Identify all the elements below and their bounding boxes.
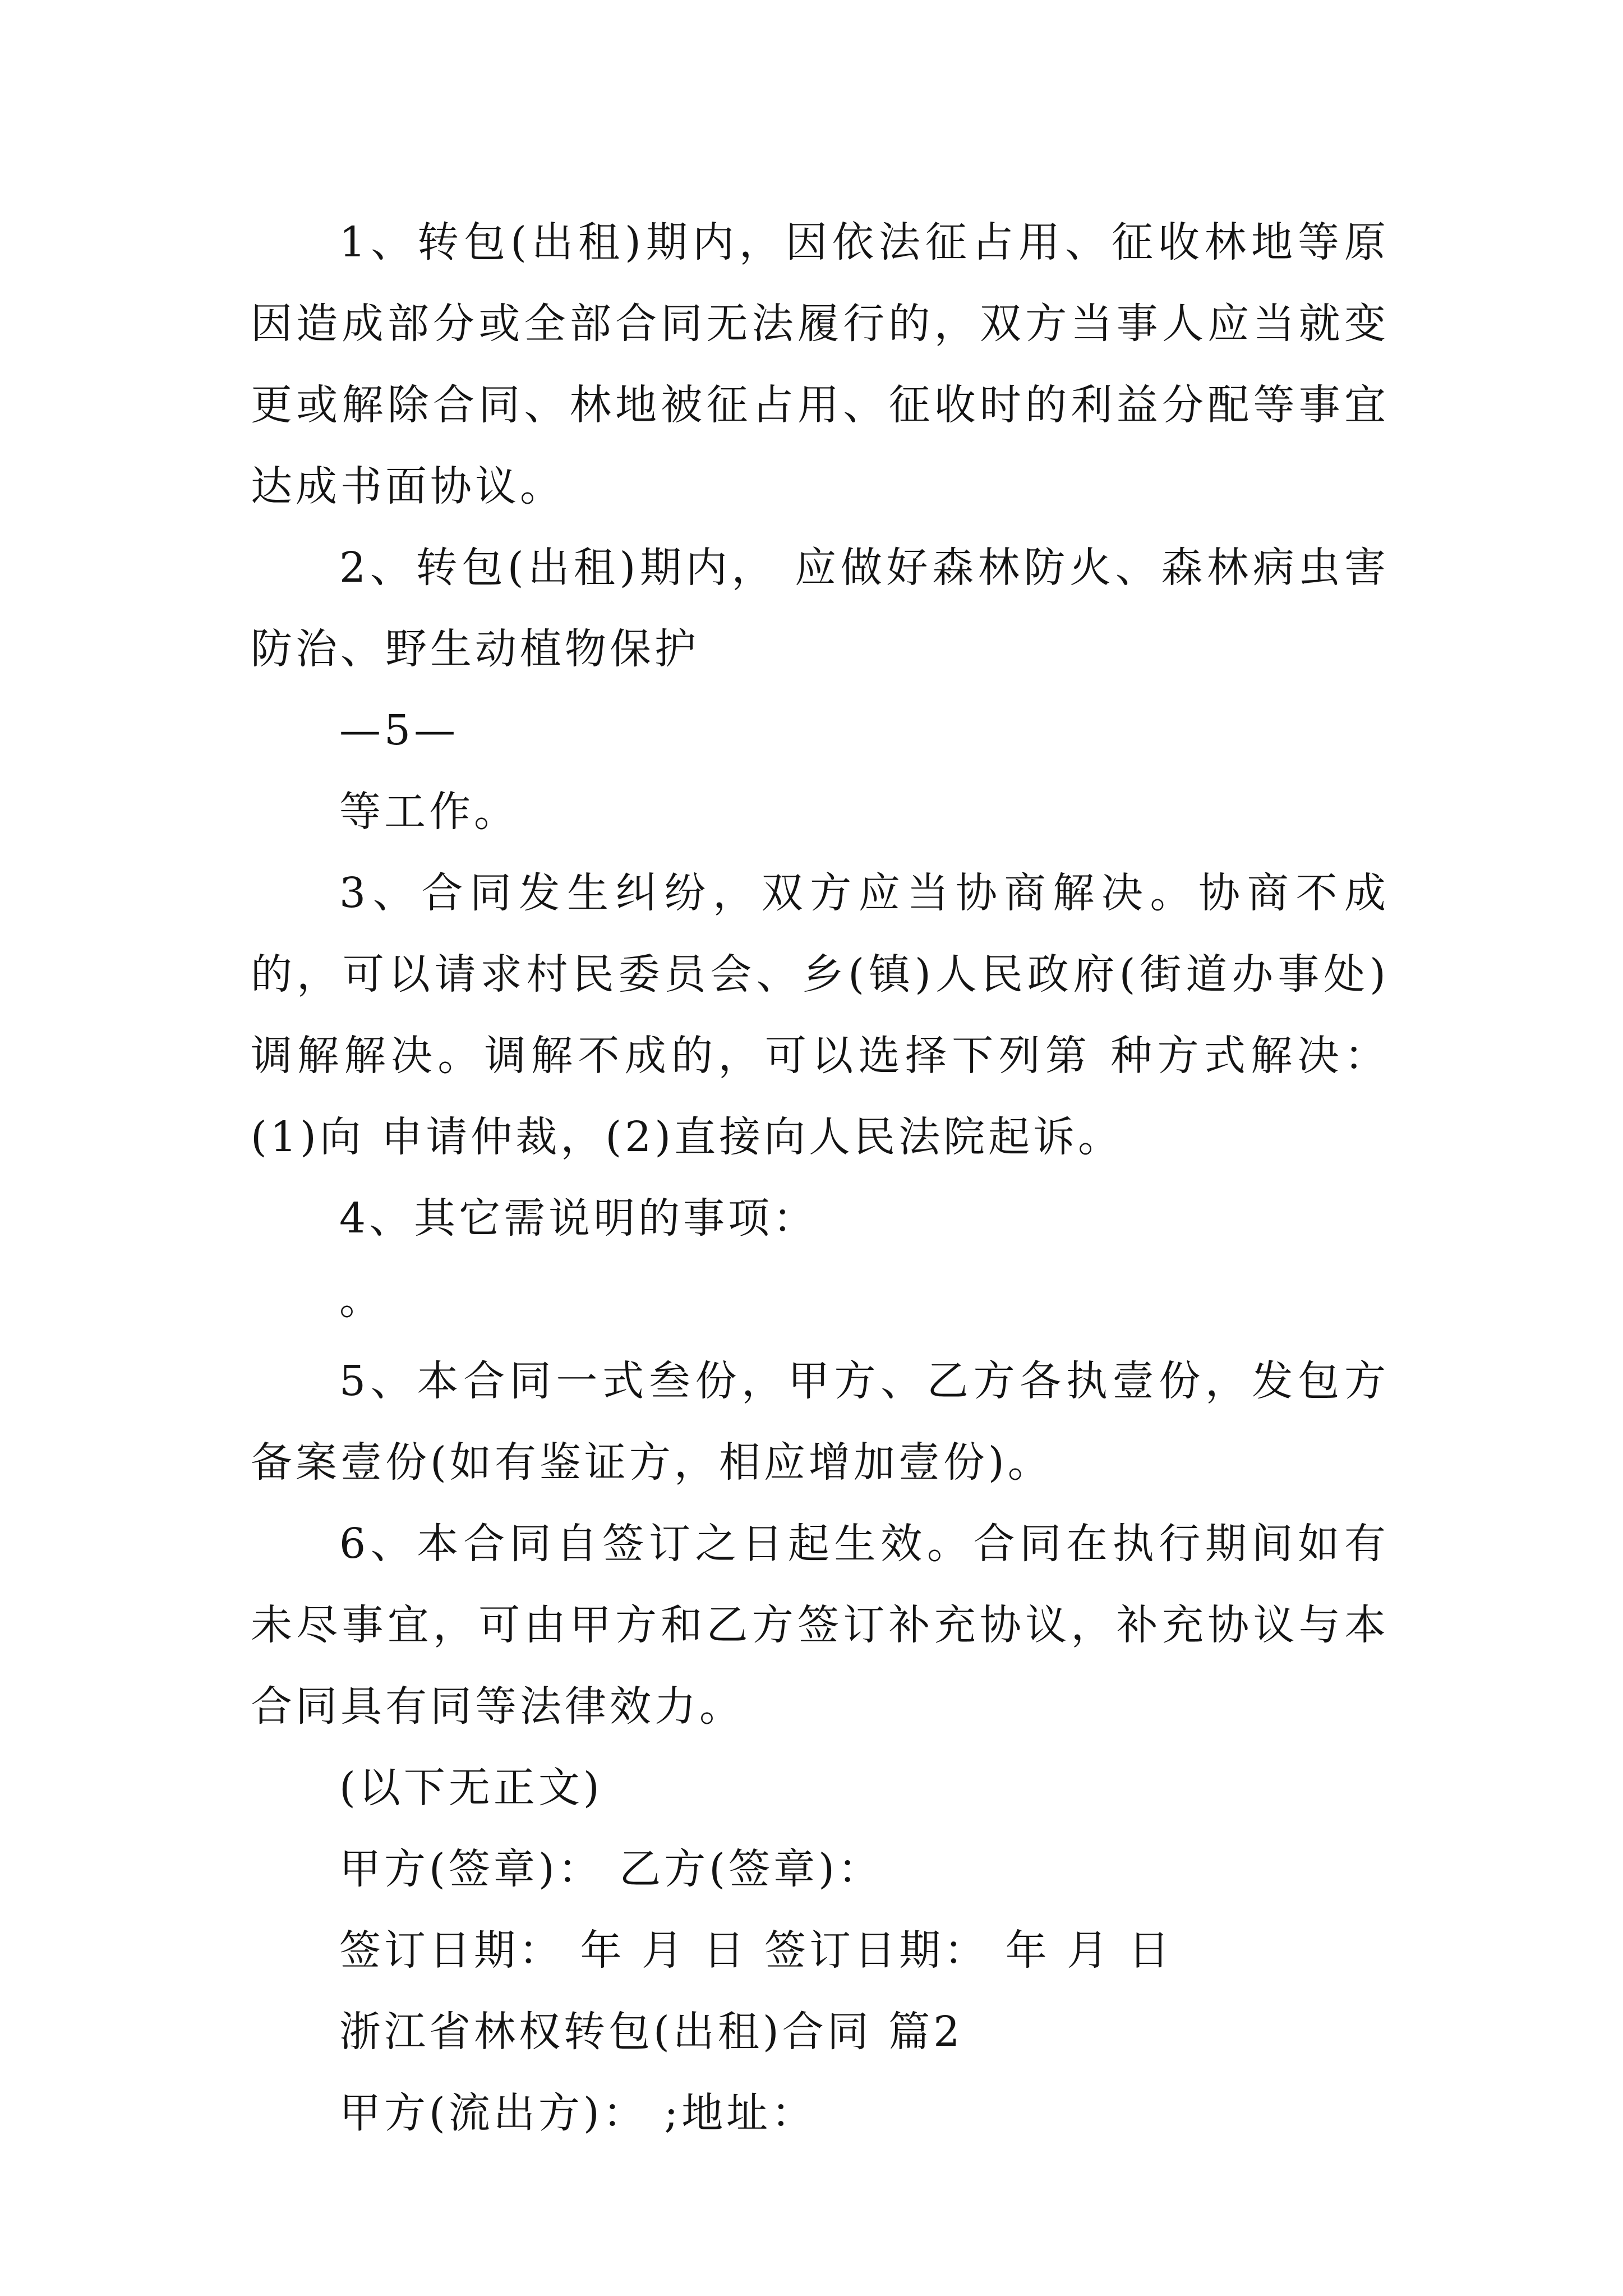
document-body [251, 202, 1389, 2154]
paragraph-party-a: 甲方(流出方)： ;地址： [339, 2089, 817, 2137]
paragraph-clause-4-end: 。 [339, 1276, 384, 1324]
page-number: —5— [339, 706, 459, 754]
paragraph-no-text-below: (以下无正文) [339, 1764, 603, 1812]
paragraph-clause-2: 2、转包(出租)期内， 应做好森林防火、森林病虫害防治、野生动植物保护 [251, 544, 1389, 673]
paragraph-clause-1: 1、转包(出租)期内，因依法征占用、征收林地等原因造成部分或全部合同无法履行的，双方当事人应当就变更或解除合同、林地被征占用、征收时的利益分配等事宜达成书面协议。 [251, 218, 1389, 510]
paragraph-clause-5: 5、本合同一式叁份，甲方、乙方各执壹份，发包方备案壹份(如有鉴证方，相应增加壹份)。 [251, 1357, 1389, 1487]
paragraph-clause-6: 6、本合同自签订之日起生效。合同在执行期间如有未尽事宜，可由甲方和乙方签订补充协议，补充协议与本合同具有同等法律效力。 [251, 1520, 1389, 1731]
paragraph-clause-3: 3、合同发生纠纷，双方应当协商解决。协商不成的，可以请求村民委员会、乡(镇)人民政府(街道办事处)调解解决。调解不成的，可以选择下列第 种方式解决：(1)向 申请仲裁，(2)直接向人民法院起诉。 [251, 869, 1389, 1161]
paragraph-signatures: 甲方(签章)： 乙方(签章)： [339, 1845, 883, 1893]
section-title: 浙江省林权转包(出租)合同 篇2 [339, 2008, 963, 2056]
paragraph-sign-dates: 签订日期： 年 月 日 签订日期： 年 月 日 [339, 1926, 1173, 1975]
paragraph-clause-4: 4、其它需说明的事项： [339, 1194, 818, 1243]
paragraph-clause-2-continued: 等工作。 [339, 788, 519, 836]
